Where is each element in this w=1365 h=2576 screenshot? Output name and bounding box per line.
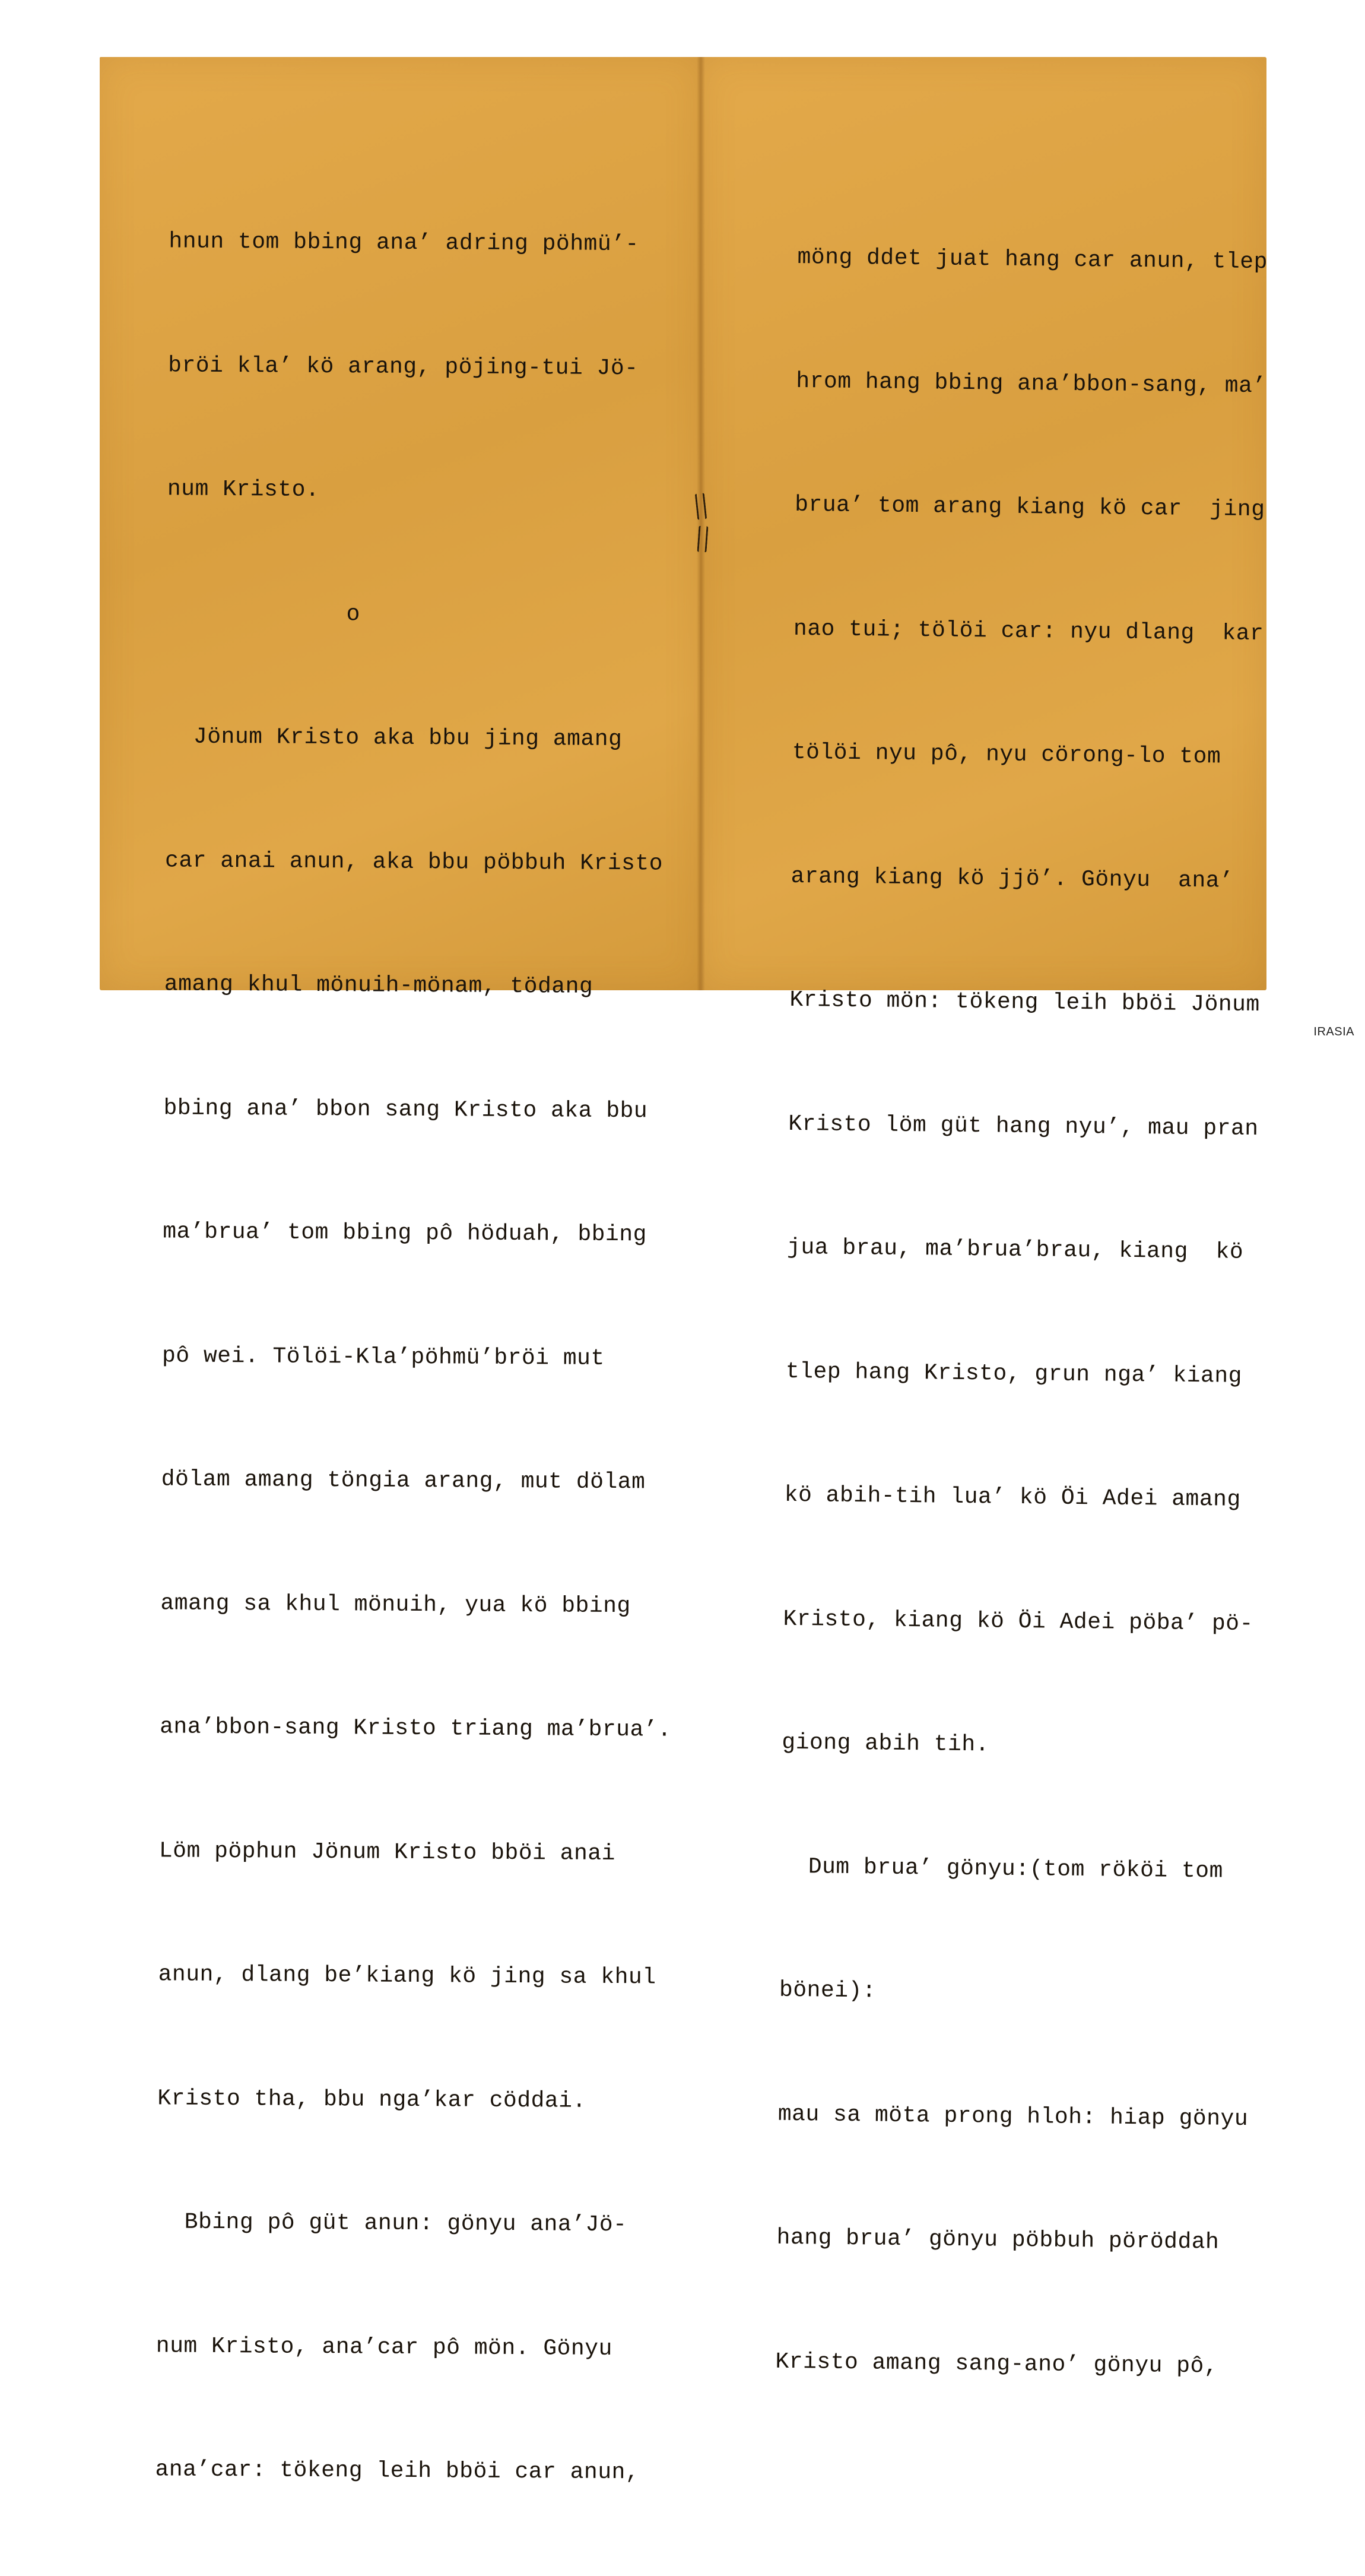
text-line: Kristo tha, bbu nga’kar cöddai. <box>157 2085 586 2114</box>
text-line: Kristo, kiang kö Öi Adei pöba’ pö- <box>783 1606 1254 1637</box>
text-line: num Kristo. <box>167 476 320 503</box>
text-line: ana’car: tökeng leih bböi car anun, <box>155 2457 640 2486</box>
text-line: mau sa möta prong hloh: hiap gönyu <box>777 2101 1249 2132</box>
left-page <box>100 57 700 2486</box>
right-page <box>700 57 1268 2379</box>
text-line: jua brau, ma’brua’brau, kiang kö <box>786 1234 1244 1265</box>
text-line: Dum brua’ gönyu:(tom rököi tom <box>780 1853 1224 1884</box>
text-line: tölöi nyu pô, nyu cörong-lo tom <box>792 739 1221 770</box>
right-page-text <box>774 154 1269 2470</box>
staple-icon <box>697 525 708 552</box>
text-line: Löm pöphun Jönum Kristo bböi anai <box>158 1837 616 1867</box>
text-line: pô wei. Tölöi-Kla’pöhmü’bröi mut <box>161 1342 605 1371</box>
section-divider-mark: o <box>166 600 361 627</box>
text-line: arang kiang kö jjö’. Gönyu ana’ <box>791 863 1234 894</box>
text-line: bröi kla’ kö arang, pöjing-tui Jö- <box>168 352 639 381</box>
text-line: nao tui; tölöi car: nyu dlang kar <box>793 616 1264 647</box>
text-line: amang khul mönuih-mönam, tödang <box>164 971 593 1000</box>
text-line: bönei): <box>779 1977 877 2004</box>
text-line: hnun tom bbing ana’ adring pöhmü’- <box>169 229 639 258</box>
text-line: hang brua’ gönyu pöbbuh pöröddah <box>776 2225 1220 2255</box>
text-line: Kristo mön: tökeng leih bböi Jönum <box>789 987 1260 1018</box>
text-line: car anai anun, aka bbu pöbbuh Kristo <box>164 847 664 877</box>
text-line: Jönum Kristo aka bbu jing amang <box>166 724 623 753</box>
text-line: bbing ana’ bbon sang Kristo aka bbu <box>163 1095 648 1124</box>
text-line: anun, dlang be’kiang kö jing sa khul <box>158 1962 656 1991</box>
text-line: kö abih-tih lua’ kö Öi Adei amang <box>784 1482 1241 1513</box>
text-line: giong abih tih. <box>782 1729 990 1758</box>
text-line: ana’bbon-sang Kristo triang ma’brua’. <box>160 1714 672 1743</box>
spine-fold <box>697 57 705 990</box>
text-line: num Kristo, ana’car pô mön. Gönyu <box>155 2333 612 2362</box>
text-line: tlep hang Kristo, grun nga’ kiang <box>785 1358 1243 1389</box>
text-line: amang sa khul mönuih, yua kö bbing <box>160 1590 631 1619</box>
text-line: Kristo amang sang-ano’ gönyu pô, <box>775 2349 1218 2379</box>
watermark-label: IRASIA <box>1313 1025 1354 1038</box>
text-line: dölam amang töngia arang, mut dölam <box>161 1466 646 1495</box>
booklet-spread <box>100 57 1268 2486</box>
text-line: Kristo löm güt hang nyu’, mau pran <box>788 1111 1259 1142</box>
text-line: brua’ tom arang kiang kö car jing <box>794 492 1265 523</box>
text-line: hrom hang bbing ana’bbon-sang, ma’ <box>796 368 1266 399</box>
left-page-text <box>154 138 681 2576</box>
text-line: ma’brua’ tom bbing pô höduah, bbing <box>163 1219 647 1248</box>
text-line: Bbing pô güt anun: gönyu ana’Jö- <box>156 2209 627 2238</box>
text-line: möng ddet juat hang car anun, tlep <box>797 244 1268 275</box>
